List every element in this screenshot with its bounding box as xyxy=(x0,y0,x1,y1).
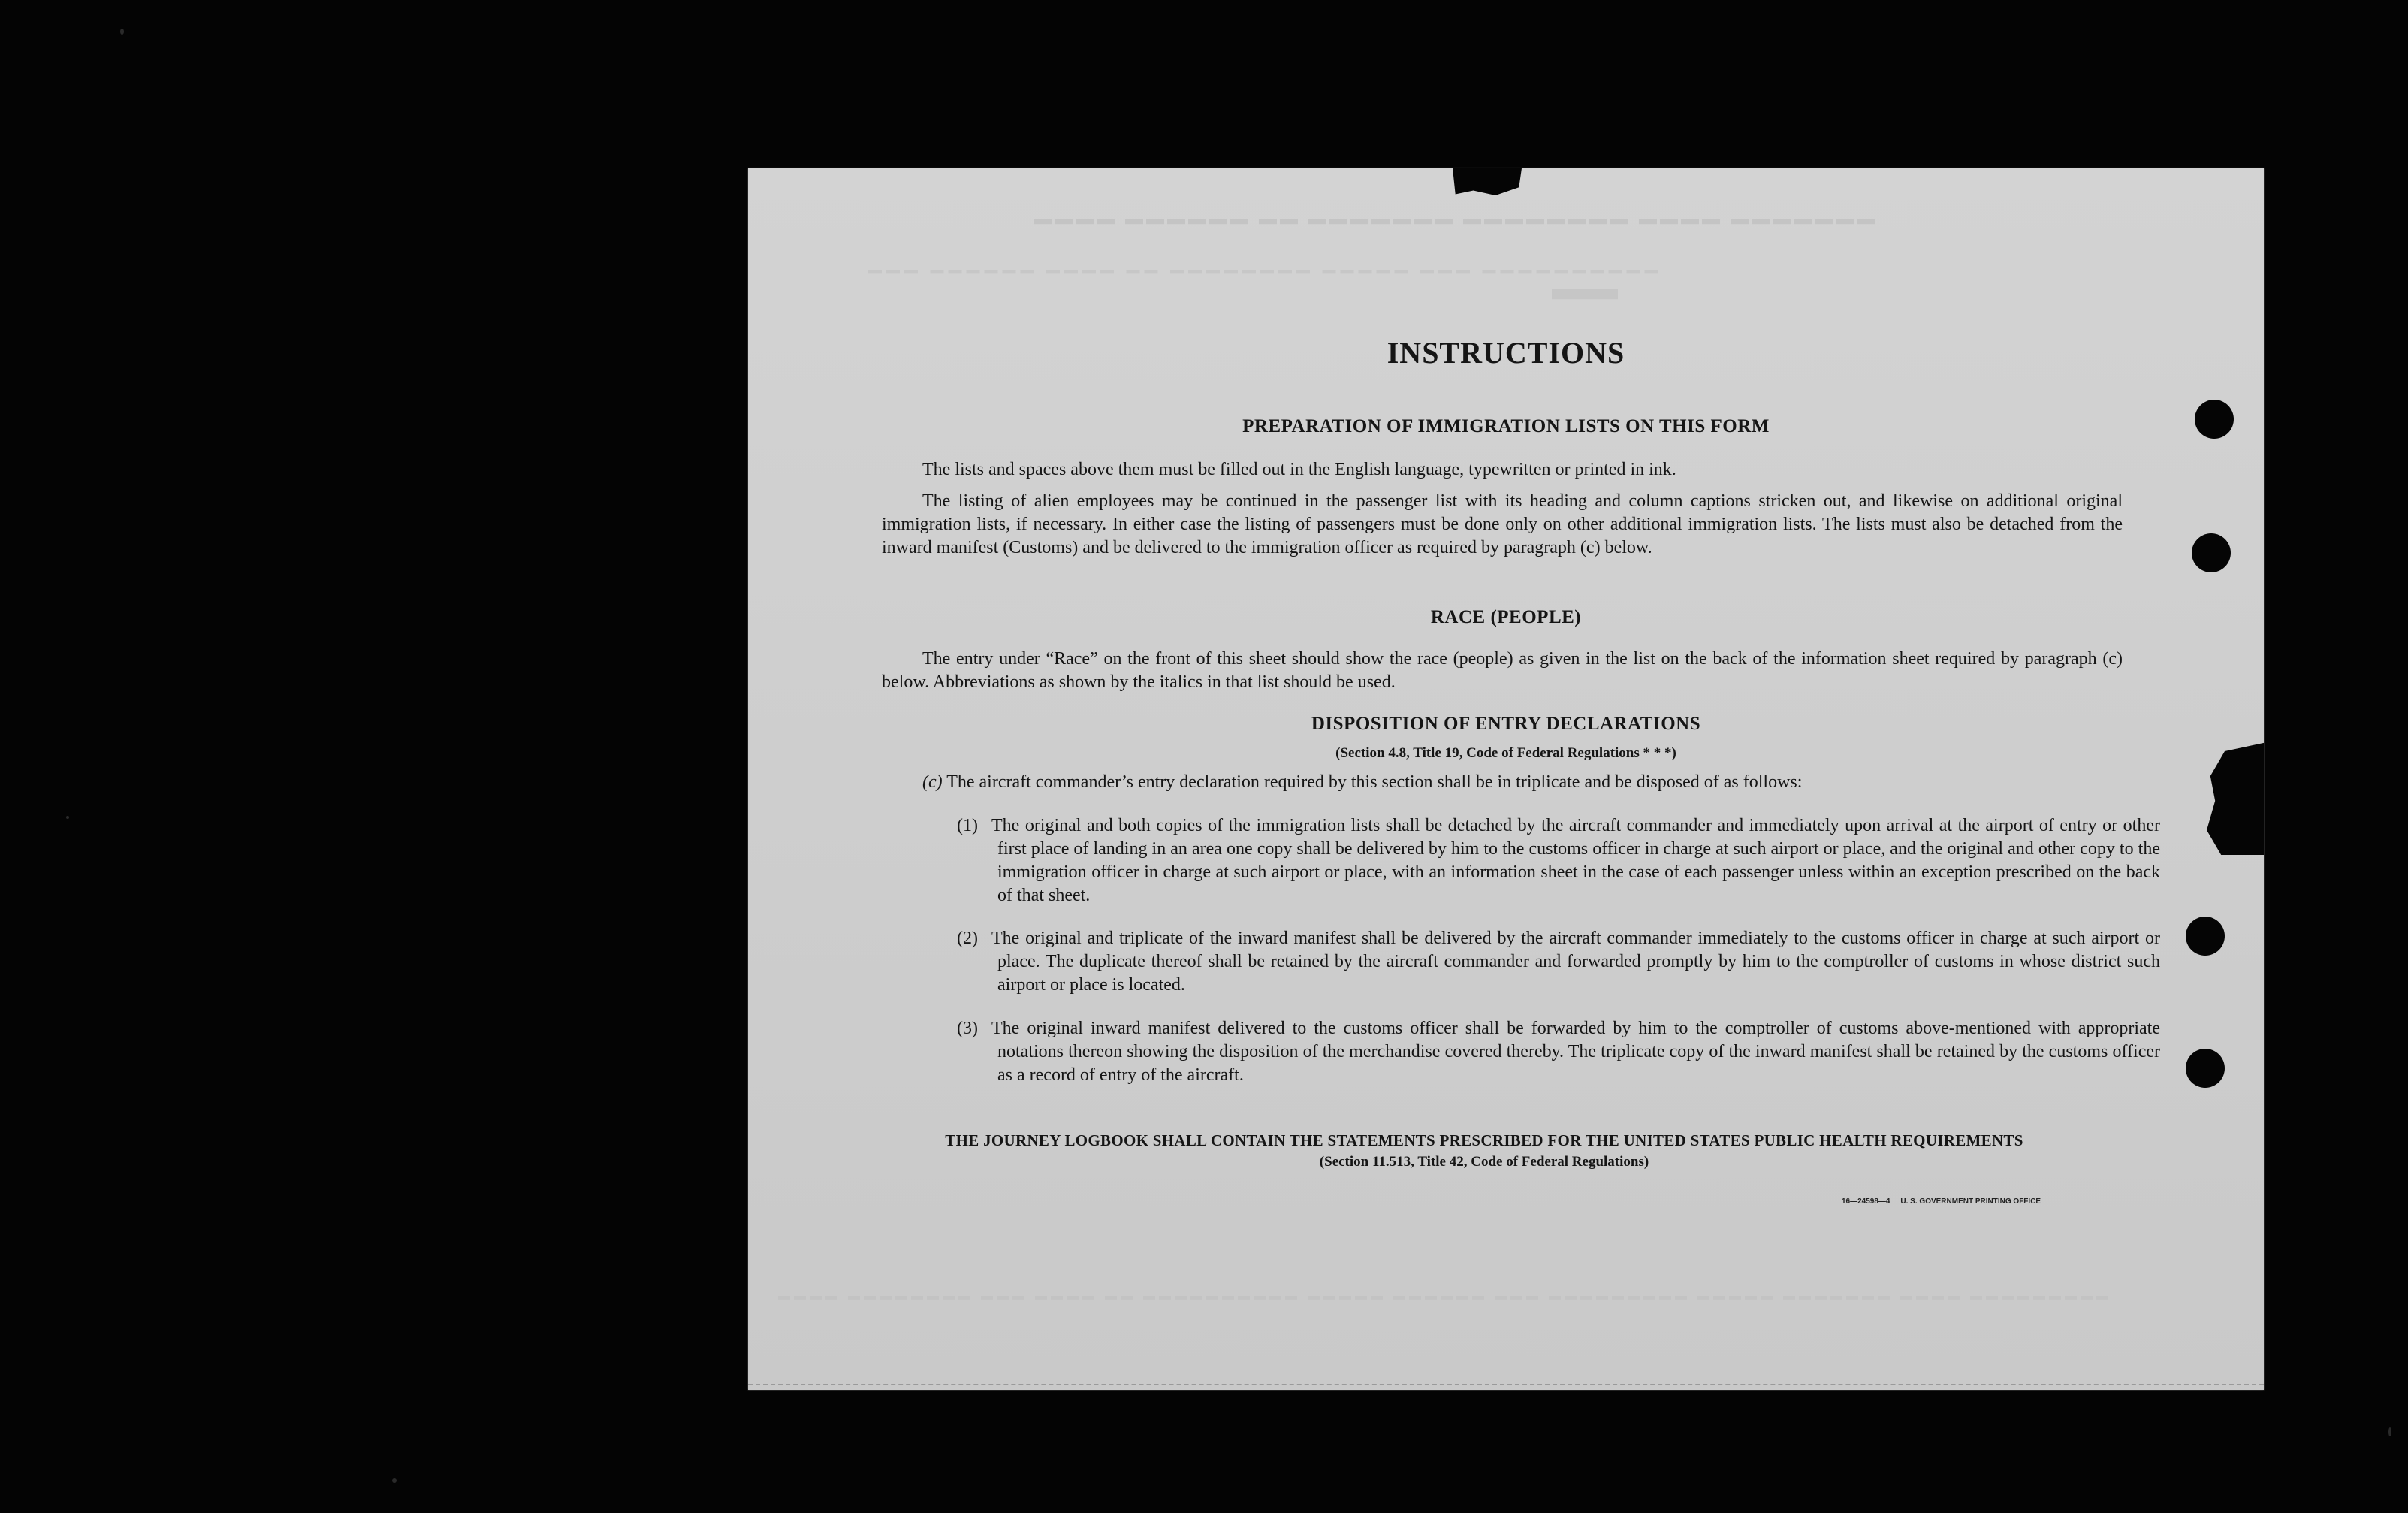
section-heading-immigration: PREPARATION OF IMMIGRATION LISTS ON THIS FORM xyxy=(1242,416,1770,436)
bleed-through-form-header: ▬▬▬▬ ▬▬▬▬▬▬ ▬▬ ▬▬▬▬▬▬▬ ▬▬▬▬▬▬▬▬ ▬▬▬▬ ▬▬▬▬▬▬▬ xyxy=(1034,214,1878,234)
paragraph-alien-employees: The listing of alien employees may be continued in the passenger list with its heading and column captions stricken out, and likewise on additional original immigration lists, if necessary. In either case the listing of passengers must be done only on other additional immigration lists. The lists must also be detached from the inward manifest (Customs) and be delivered to the immigration officer as required by paragraph (c) below. xyxy=(882,491,2123,557)
printer-imprint xyxy=(1842,1197,2041,1206)
public-health-statement: THE JOURNEY LOGBOOK SHALL CONTAIN THE STATEMENTS PRESCRIBED FOR THE UNITED STATES PUBLIC HEALTH REQUIREMENTS xyxy=(945,1131,2023,1149)
list-item-text: The original and triplicate of the inward manifest shall be delivered by the aircraft commander immediately to the customs officer in charge at such airport or place. The duplicate thereof shall be retained by the aircraft commander and forwarded promptly by him to the comptroller of customs in whose district such airport or place is located. xyxy=(991,929,2160,995)
dust-speck xyxy=(392,1478,397,1483)
dust-speck xyxy=(66,816,69,819)
public-health-citation: (Section 11.513, Title 42, Code of Federal Regulations) xyxy=(1319,1154,1649,1170)
document-page xyxy=(748,168,2264,1390)
clause-text: The aircraft commander’s entry declaration required by this section shall be in triplicate and be disposed of as follows: xyxy=(946,772,1803,792)
list-item xyxy=(957,814,2160,907)
list-item-number: (1) xyxy=(957,816,978,835)
list-item-text: The original inward manifest delivered to the customs officer shall be forwarded by him to the comptroller of customs above-mentioned with appropriate notations thereon showing the disposition of the merchandise covered thereby. The triplicate copy of the inward manifest shall be retained by the customs officer as a record of entry of the aircraft. xyxy=(991,1019,2160,1085)
clause-label: (c) xyxy=(922,772,943,792)
clause-c xyxy=(882,771,2123,794)
punch-hole xyxy=(2186,1049,2225,1088)
section-heading-disposition: DISPOSITION OF ENTRY DECLARATIONS xyxy=(1311,714,1701,734)
section-citation-title-19: (Section 4.8, Title 19, Code of Federal Regulations * * *) xyxy=(1335,745,1676,761)
torn-notch xyxy=(1453,168,1522,195)
page-title: INSTRUCTIONS xyxy=(1387,336,1625,370)
list-item-number: (3) xyxy=(957,1019,978,1038)
section-heading-race: RACE (PEOPLE) xyxy=(1430,607,1582,627)
list-item-number: (2) xyxy=(957,929,978,948)
bleed-through-form-number: ▬▬ xyxy=(1552,282,1618,319)
printer-name: U. S. GOVERNMENT PRINTING OFFICE xyxy=(1900,1197,2041,1206)
list-item xyxy=(957,1017,2160,1087)
torn-edge-right xyxy=(2207,742,2264,855)
punch-hole xyxy=(2192,533,2231,572)
paragraph-english-language: The lists and spaces above them must be filled out in the English language, typewritten or printed in ink. xyxy=(922,460,1676,479)
dust-speck xyxy=(120,29,124,35)
list-item xyxy=(957,927,2160,997)
bleed-through-form-bottom: ▬▬▬▬ ▬▬▬▬▬▬▬▬ ▬▬▬ ▬▬▬▬ ▬▬ ▬▬▬▬▬▬▬▬▬▬ ▬▬▬▬▬ ▬▬▬▬▬▬ ▬▬▬ ▬▬▬▬▬▬▬▬▬ ▬▬▬▬▬ ▬▬▬▬▬▬▬ ▬▬▬▬ ▬▬▬▬▬▬▬▬▬ xyxy=(778,1293,2112,1306)
printer-code: 16—24598—4 xyxy=(1842,1197,1890,1206)
bleed-through-form-lines: ▬▬▬ ▬▬▬▬▬▬ ▬▬▬▬ ▬▬ ▬▬▬▬▬▬▬▬ ▬▬▬▬▬ ▬▬▬ ▬▬▬▬▬▬▬▬▬▬ xyxy=(868,267,1663,282)
perforated-edge xyxy=(748,1384,2264,1390)
punch-hole xyxy=(2186,917,2225,956)
paragraph-race-entry: The entry under “Race” on the front of this sheet should show the race (people) as given in the list on the back of the information sheet required by paragraph (c) below. Abbreviations as shown by the italics in that list should be used. xyxy=(882,649,2123,692)
punch-hole xyxy=(2195,400,2234,439)
dust-speck xyxy=(2388,1427,2391,1436)
list-item-text: The original and both copies of the immigration lists shall be detached by the aircraft commander and immediately upon arrival at the airport of entry or other first place of landing in an area one copy shall be delivered by him to the customs officer in charge at such airport or place, and the original and other copy to the immigration officer in charge at such airport or place, with an information sheet in the case of each passenger unless within an exception prescribed on the back of that sheet. xyxy=(991,816,2160,905)
